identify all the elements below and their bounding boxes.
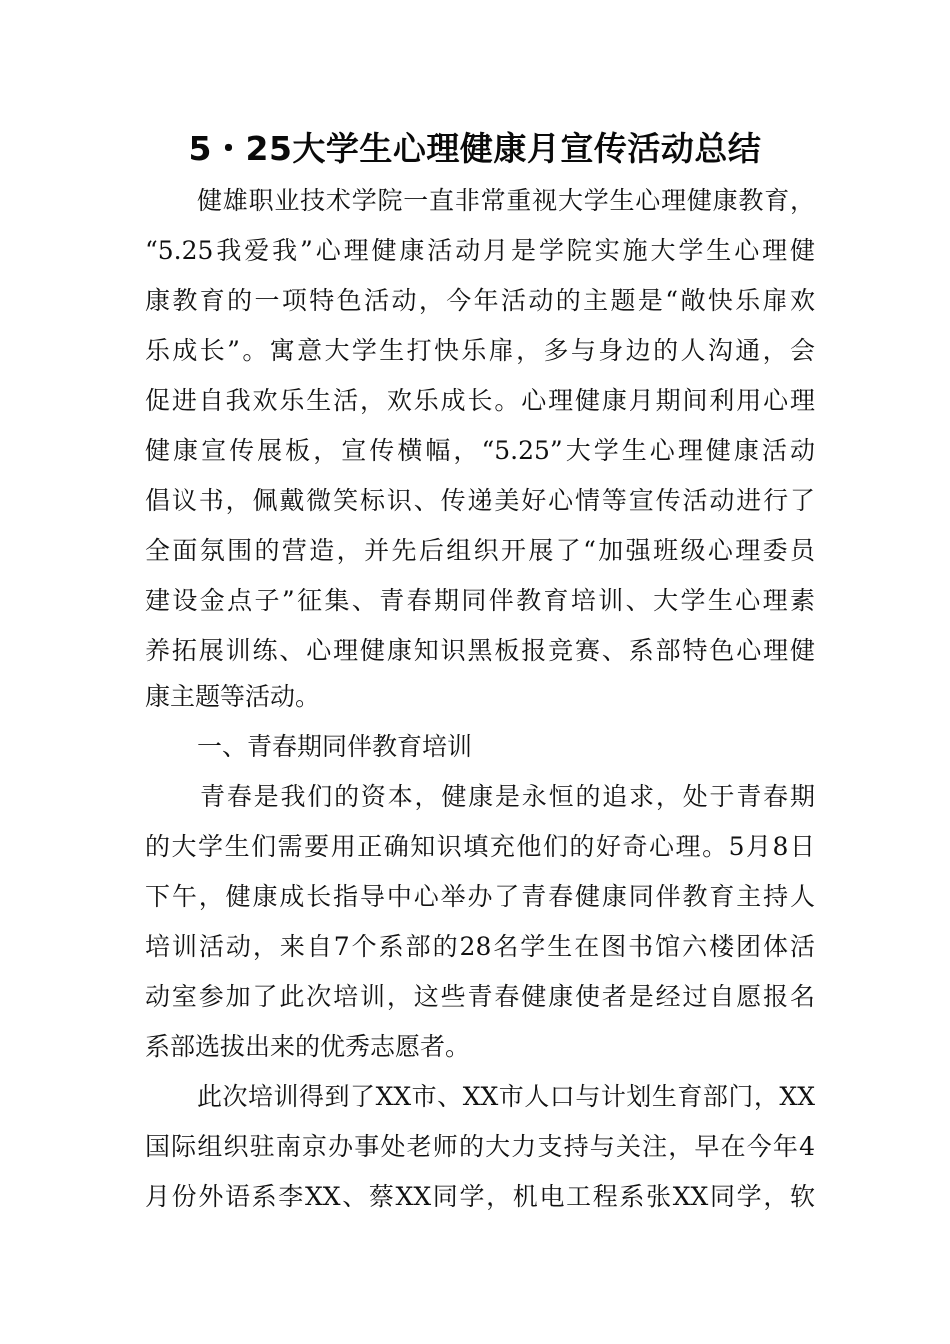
paragraph-1-line-2: “5.25我爱我”心理健康活动月是学院实施大学生心理健 <box>145 236 815 265</box>
paragraph-1-line-11: 康主题等活动。 <box>145 682 321 711</box>
paragraph-2-line-3: 下午，健康成长指导中心举办了青春健康同伴教育主持人 <box>145 882 815 911</box>
paragraph-2-line-6: 系部选拔出来的优秀志愿者。 <box>145 1032 471 1061</box>
paragraph-2-line-1: 青春是我们的资本，健康是永恒的追求，处于青春期 <box>200 782 815 811</box>
section-1-heading: 一、青春期同伴教育培训 <box>197 732 473 761</box>
paragraph-2-line-5: 动室参加了此次培训，这些青春健康使者是经过自愿报名 <box>145 982 815 1011</box>
paragraph-1-line-6: 健康宣传展板，宣传横幅，“5.25”大学生心理健康活动 <box>145 436 815 465</box>
paragraph-1-line-5: 促进自我欢乐生活，欢乐成长。心理健康月期间利用心理 <box>145 386 815 415</box>
document-title: 5・25大学生心理健康月宣传活动总结 <box>188 129 762 168</box>
paragraph-1-line-3: 康教育的一项特色活动，今年活动的主题是“敞快乐扉欢 <box>145 286 815 315</box>
paragraph-1-line-8: 全面氛围的营造，并先后组织开展了“加强班级心理委员 <box>145 536 815 565</box>
paragraph-1-line-1: 健雄职业技术学院一直非常重视大学生心理健康教育， <box>197 186 815 215</box>
paragraph-1-line-4: 乐成长”。寓意大学生打快乐扉，多与身边的人沟通，会 <box>145 336 815 365</box>
paragraph-3-line-1: 此次培训得到了XX市、XX市人口与计划生育部门，XX <box>197 1082 815 1111</box>
paragraph-2-line-2: 的大学生们需要用正确知识填充他们的好奇心理。5月8日 <box>145 832 815 861</box>
paragraph-1-line-9: 建设金点子”征集、青春期同伴教育培训、大学生心理素 <box>145 586 815 615</box>
paragraph-2-line-4: 培训活动，来自7个系部的28名学生在图书馆六楼团体活 <box>145 932 815 961</box>
paragraph-1-line-7: 倡议书，佩戴微笑标识、传递美好心情等宣传活动进行了 <box>145 486 815 515</box>
paragraph-3-line-3: 月份外语系李XX、蔡XX同学，机电工程系张XX同学，软 <box>145 1182 815 1211</box>
paragraph-1-line-10: 养拓展训练、心理健康知识黑板报竞赛、系部特色心理健 <box>145 636 815 665</box>
paragraph-3-line-2: 国际组织驻南京办事处老师的大力支持与关注，早在今年4 <box>145 1132 815 1161</box>
